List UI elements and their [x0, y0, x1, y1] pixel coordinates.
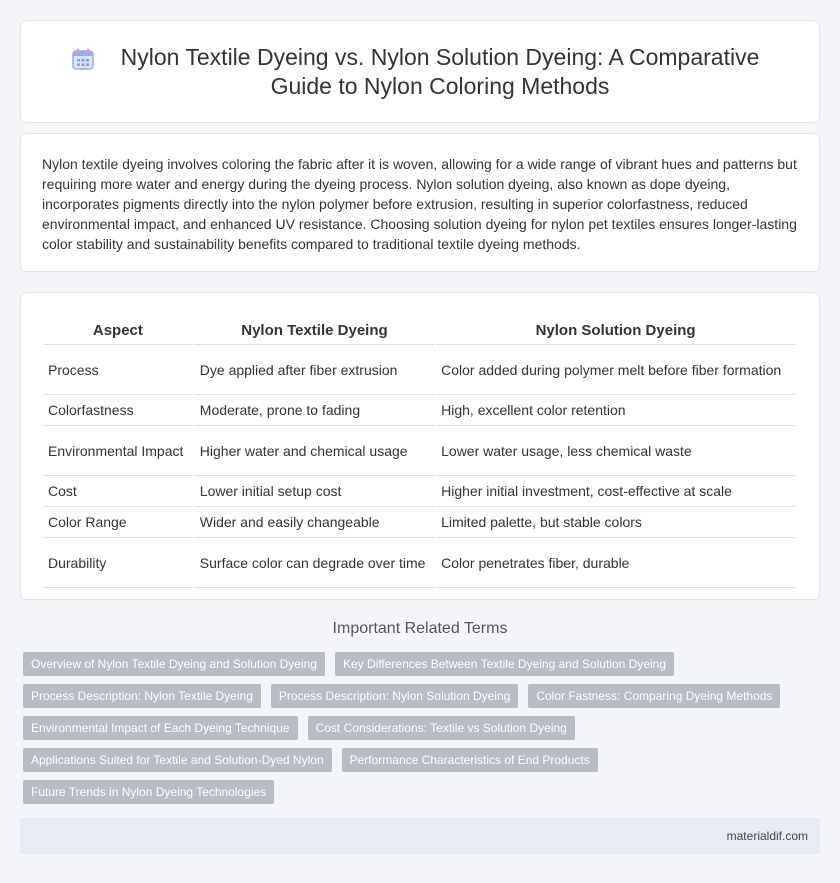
- table-cell: Wider and easily changeable: [195, 507, 434, 538]
- header-solution-dyeing: Nylon Solution Dyeing: [436, 313, 795, 345]
- table-cell: Higher initial investment, cost-effective at scale: [436, 476, 795, 507]
- table-cell: Colorfastness: [43, 395, 193, 426]
- intro-card: [20, 133, 820, 272]
- table-cell: High, excellent color retention: [436, 395, 795, 426]
- comparison-table: [41, 313, 797, 588]
- table-row: [43, 395, 795, 426]
- calendar-icon: [70, 46, 96, 72]
- table-cell: Dye applied after fiber extrusion: [195, 345, 434, 395]
- table-cell: Surface color can degrade over time: [195, 538, 434, 588]
- related-term-tag[interactable]: Process Description: Nylon Solution Dyeing: [271, 684, 518, 708]
- table-cell: Color penetrates fiber, durable: [436, 538, 795, 588]
- table-row: [43, 426, 795, 476]
- table-cell: Cost: [43, 476, 193, 507]
- table-cell: Color added during polymer melt before fiber formation: [436, 345, 795, 395]
- footer: [20, 818, 820, 854]
- table-row: [43, 507, 795, 538]
- related-term-tag[interactable]: Performance Characteristics of End Products: [342, 748, 598, 772]
- related-term-tag[interactable]: Process Description: Nylon Textile Dyeing: [23, 684, 261, 708]
- related-term-tag[interactable]: Applications Suited for Textile and Solution-Dyed Nylon: [23, 748, 332, 772]
- page-title: Nylon Textile Dyeing vs. Nylon Solution Dyeing: A Comparative Guide to Nylon Coloring Methods: [120, 43, 760, 99]
- table-cell: Durability: [43, 538, 193, 588]
- table-row: [43, 345, 795, 395]
- table-header-row: [43, 313, 795, 345]
- related-terms-title: Important Related Terms: [332, 620, 508, 637]
- related-term-tag[interactable]: Environmental Impact of Each Dyeing Technique: [23, 716, 298, 740]
- header-aspect: Aspect: [43, 313, 193, 345]
- table-cell: Limited palette, but stable colors: [436, 507, 795, 538]
- title-wrap: [70, 43, 770, 101]
- table-row: [43, 538, 795, 588]
- header-textile-dyeing: Nylon Textile Dyeing: [195, 313, 434, 345]
- table-cell: Lower initial setup cost: [195, 476, 434, 507]
- related-term-tag[interactable]: Color Fastness: Comparing Dyeing Methods: [528, 684, 780, 708]
- title-card: [20, 20, 820, 123]
- related-terms-list: [23, 652, 803, 804]
- footer-site-link[interactable]: materialdif.com: [726, 829, 808, 843]
- table-cell: Color Range: [43, 507, 193, 538]
- table-cell: Higher water and chemical usage: [195, 426, 434, 476]
- related-term-tag[interactable]: Key Differences Between Textile Dyeing and Solution Dyeing: [335, 652, 674, 676]
- intro-paragraph: Nylon textile dyeing involves coloring the fabric after it is woven, allowing for a wide range of vibrant hues and patterns but requiring more water and energy during the dyeing process. Nylon solution dyeing, also known as dope dyeing, incorporates pigments directly into the nylon polymer before extrusion, resulting in superior colorfastness, reduced environmental impact, and enhanced UV resistance. Choosing solution dyeing for nylon pet textiles ensures longer-lasting color stability and sustainability benefits compared to traditional textile dyeing methods.: [42, 156, 797, 252]
- table-cell: Environmental Impact: [43, 426, 193, 476]
- related-term-tag[interactable]: Overview of Nylon Textile Dyeing and Solution Dyeing: [23, 652, 325, 676]
- comparison-card: [20, 292, 820, 600]
- table-cell: Process: [43, 345, 193, 395]
- table-cell: Moderate, prone to fading: [195, 395, 434, 426]
- table-cell: Lower water usage, less chemical waste: [436, 426, 795, 476]
- related-term-tag[interactable]: Cost Considerations: Textile vs Solution Dyeing: [308, 716, 575, 740]
- related-term-tag[interactable]: Future Trends in Nylon Dyeing Technologies: [23, 780, 274, 804]
- table-row: [43, 476, 795, 507]
